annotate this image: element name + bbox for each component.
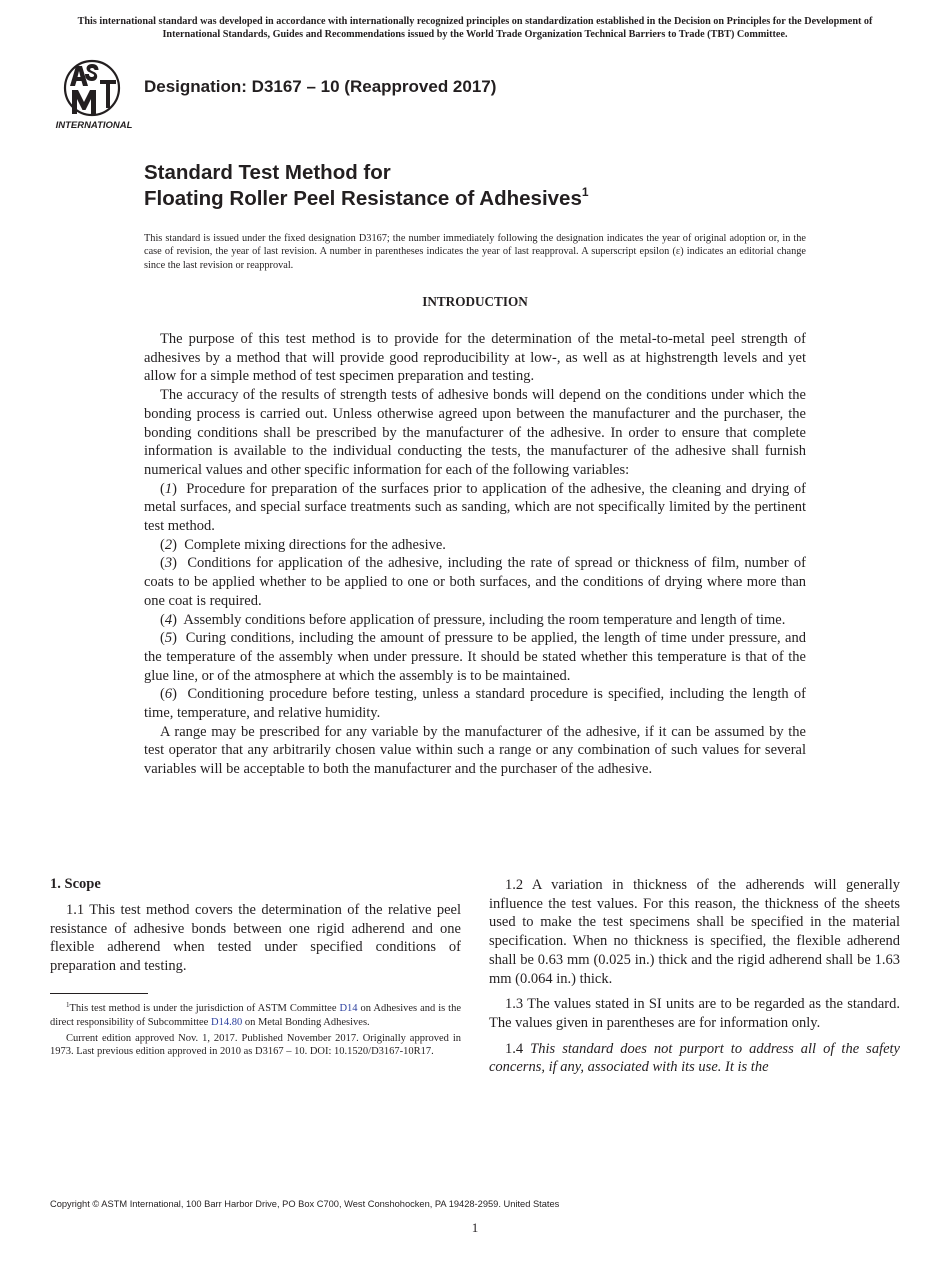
intro-paragraph-1: The purpose of this test method is to provide for the determination of the metal-to-metal peel strength of adhesives by a method that will provide good reproducibility at low-, as well as at highstrength levels and yet allow for a simple method of test specimen preparation and testing. (144, 331, 806, 385)
title-line-2-text: Floating Roller Peel Resistance of Adhesives (144, 187, 582, 210)
intro-paragraph-2: The accuracy of the results of strength tests of adhesive bonds will depend on the conditions under which the bonding process is carried out. Unless otherwise agreed upon between the manufacturer and the purchaser, the bonding conditions shall be prescribed by the manufacturer of the adhesive. In order to ensure that complete information is available to the individual conducting the tests, the manufacturer of the adhesive shall furnish numerical values and other specific information for each of the following variables: (144, 387, 806, 478)
introduction-heading: INTRODUCTION (422, 294, 528, 309)
intro-item-1: (1) Procedure for preparation of the surfaces prior to application of the adhesive, the cleaning and drying of metal surfaces, and special surface treatments such as sanding, which are not specifically limited by the pertinent test method. (144, 480, 806, 535)
item-text: Procedure for preparation of the surfaces prior to application of the adhesive, the cleaning and drying of metal surfaces, and special surface treatments such as sanding, which are not specifically limited by the pertinent test method. (144, 480, 806, 535)
item-number: 4 (164, 611, 173, 628)
section-1-2: 1.2 A variation in thickness of the adherends will generally influence the test values. For this reason, the thickness of the sheets used to make the test specimens shall be specified in the material specification. When no thickness is specified, the flexible adherend shall be 0.63 mm (0.025 in.) thick and the rigid adherend shall be 1.63 mm (0.064 in.) thick. (489, 877, 900, 987)
title-line-2 (144, 186, 844, 212)
intro-item-4: (4) Assembly conditions before application of pressure, including the room temperature and length of time. (160, 611, 786, 628)
intro-paragraph-last: A range may be prescribed for any variable by the manufacturer of the adhesive, if it can be assumed by the test operator that any arbitrarily chosen value within such a range or any combination of such values for several variables will be acceptable to both the manufacturer and the purchaser of the adhesive. (144, 723, 806, 778)
footnote-text: on Adhesives and is the direct responsibility of Subcommittee (50, 1003, 461, 1028)
astm-logo (52, 58, 136, 132)
footnote-mark: 1 (66, 1001, 70, 1009)
section-1-4-text: This standard does not purport to address all of the safety concerns, if any, associated with its use. It is the (489, 1040, 900, 1076)
title-footnote-mark: 1 (581, 185, 589, 199)
committee-d14-link[interactable]: D14 (339, 1003, 358, 1014)
item-number: 2 (164, 536, 173, 553)
document-title (144, 160, 844, 212)
page-number: 1 (471, 1220, 479, 1235)
section-1-4 (489, 1040, 900, 1077)
designation: Designation: D3167 – 10 (Reapproved 2017) (144, 77, 497, 96)
section-number: 1.4 (505, 1040, 531, 1057)
tbt-notice: This international standard was developed in accordance with internationally recognized principles on standardization established in the Decision on Principles for the Development of International Standards, Guides and Recommendations issued by the World Trade Organization Technical Barriers to Trade (TBT) Committee. (77, 16, 873, 40)
item-text: Curing conditions, including the amount of pressure to be applied, the length of time under pressure, and the temperature of the assembly when under pressure. It should be stated whether this temperature is that of the glue line, or of the atmosphere at which the assembly is to be maintained. (144, 630, 806, 684)
item-text: Conditions for application of the adhesive, including the rate of spread or thickness of film, number of coats to be applied whether to be applied to one or both surfaces, and the conditions of drying where more than one coat is required. (144, 555, 806, 609)
item-number: 5 (164, 630, 173, 647)
footnotes (50, 1002, 461, 1061)
title-line-1: Standard Test Method for (144, 161, 391, 184)
footnote-text: This test method is under the jurisdiction of ASTM Committee (69, 1003, 340, 1014)
issued-note: This standard is issued under the fixed designation D3167; the number immediately following the designation indicates the year of original adoption or, in the case of revision, the year of last revision. A number in parentheses indicates the year of last reapproval. A superscript epsilon (ε) indicates an editorial change since the last revision or reapproval. (144, 233, 806, 271)
intro-item-2: (2) Complete mixing directions for the adhesive. (160, 536, 446, 553)
scope-heading: 1. Scope (50, 876, 101, 892)
left-column (50, 901, 461, 983)
item-text: Assembly conditions before application of pressure, including the room temperature and length of time. (183, 611, 786, 628)
astm-logo-icon (52, 58, 136, 132)
intro-item-6: (6) Conditioning procedure before testing, unless a standard procedure is specified, including the length of time, temperature, and relative humidity. (144, 686, 806, 722)
introduction-body (144, 330, 806, 779)
section-1-3: 1.3 The values stated in SI units are to be regarded as the standard. The values given in parentheses are for information only. (489, 996, 900, 1031)
intro-item-3: (3) Conditions for application of the adhesive, including the rate of spread or thickness of film, number of coats to be applied whether to be applied to one or both surfaces, and the conditions of drying where more than one coat is required. (144, 555, 806, 609)
subcommittee-d14-80-link[interactable]: D14.80 (210, 1016, 243, 1028)
item-text: Complete mixing directions for the adhesive. (184, 536, 446, 553)
item-text: Conditioning procedure before testing, unless a standard procedure is specified, including the length of time, temperature, and relative humidity. (144, 686, 806, 722)
footnote-divider (50, 993, 148, 994)
right-column (489, 876, 900, 1084)
item-number: 1 (164, 480, 173, 497)
footnote-edition: Current edition approved Nov. 1, 2017. Published November 2017. Originally approved in 1973. Last previous edition approved in 2010 as D3167 – 10. DOI: 10.1520/D3167-10R17. (50, 1032, 461, 1058)
section-1-1: 1.1 This test method covers the determination of the relative peel resistance of adhesive bonds between one rigid adherend and one flexible adherend when tested under specified conditions of preparation and testing. (50, 902, 461, 975)
copyright-notice: Copyright © ASTM International, 100 Barr Harbor Drive, PO Box C700, West Conshohocken, PA 19428-2959. United States (50, 1199, 560, 1209)
logo-wordmark: INTERNATIONAL (55, 120, 133, 131)
footnote-1 (50, 1002, 461, 1030)
item-number: 6 (164, 686, 173, 703)
item-number: 3 (164, 555, 173, 572)
footnote-text: on Metal Bonding Adhesives. (242, 1016, 370, 1028)
intro-item-5: (5) Curing conditions, including the amount of pressure to be applied, the length of time under pressure, and the temperature of the assembly when under pressure. It should be stated whether this temperature is that of the glue line, or of the atmosphere at which the assembly is to be maintained. (144, 630, 806, 684)
